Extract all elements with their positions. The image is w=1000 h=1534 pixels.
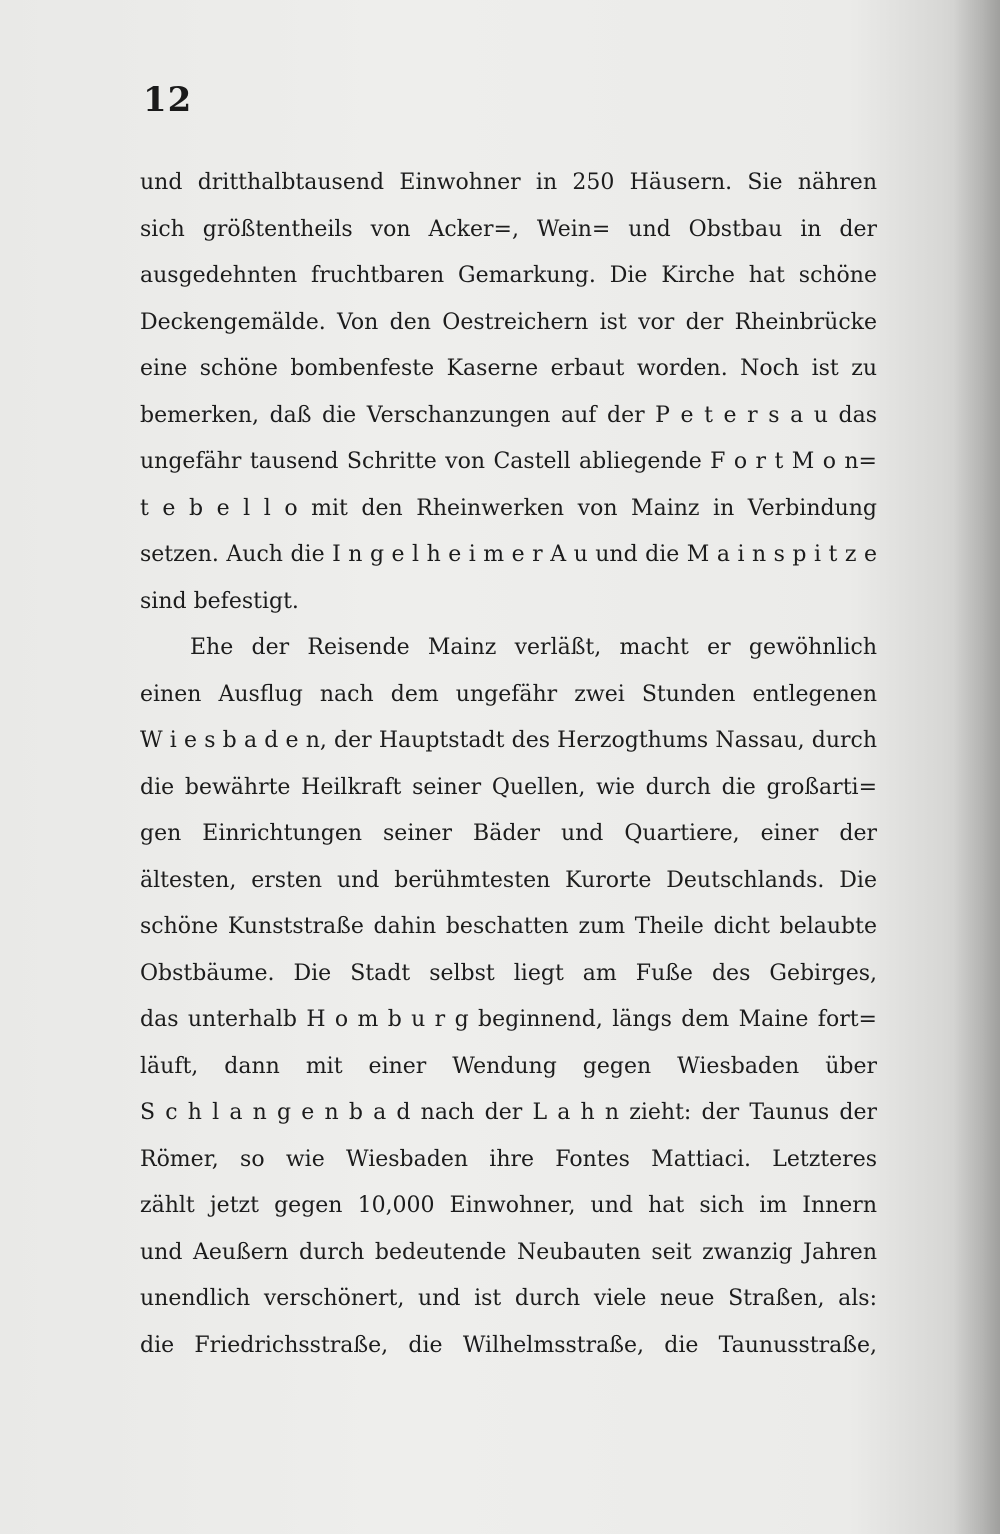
text-line: Obstbäume. Die Stadt selbst liegt am Fuße des Gebirges, [140, 960, 877, 986]
text-line: W i e s b a d e n, der Hauptstadt des Herzogthums Nassau, durch [140, 728, 877, 753]
text-line: t e b e l l o mit den Rheinwerken von Mainz in Verbindung [140, 495, 877, 521]
paragraph-2 [140, 625, 877, 1369]
text-line: ausgedehnten fruchtbaren Gemarkung. Die Kirche hat schöne [140, 263, 877, 288]
body-text [140, 160, 877, 1369]
page-gutter-shadow [954, 0, 1000, 1534]
text-line: sind befestigt. [140, 588, 299, 614]
text-line: S c h l a n g e n b a d nach der L a h n zieht: der Taunus der [140, 1100, 877, 1125]
text-line: einen Ausflug nach dem ungefähr zwei Stunden entlegenen [140, 681, 877, 707]
text-line: zählt jetzt gegen 10,000 Einwohner, und hat sich im Innern [140, 1193, 877, 1218]
text-line: schöne Kunststraße dahin beschatten zum Theile dicht belaubte [140, 914, 877, 939]
text-line: unendlich verschönert, und ist durch viele neue Straßen, als: [140, 1286, 877, 1311]
text-line: Deckengemälde. Von den Oestreichern ist vor der Rheinbrücke [140, 309, 877, 335]
text-line: bemerken, daß die Verschanzungen auf der P e t e r s a u das [140, 402, 877, 428]
text-line: Ehe der Reisende Mainz verläßt, macht er gewöhnlich [190, 635, 877, 660]
text-line: eine schöne bombenfeste Kaserne erbaut worden. Noch ist zu [140, 356, 877, 381]
text-line: und Aeußern durch bedeutende Neubauten seit zwanzig Jahren [140, 1239, 877, 1265]
text-line: setzen. Auch die I n g e l h e i m e r A u und die M a i n s p i t z e [140, 542, 877, 567]
paragraph-1 [140, 160, 877, 625]
text-line: die Friedrichsstraße, die Wilhelmsstraße, die Taunusstraße, [140, 1332, 877, 1358]
text-line: gen Einrichtungen seiner Bäder und Quartiere, einer der [140, 821, 877, 846]
text-line: sich größtentheils von Acker=, Wein= und Obstbau in der [140, 216, 877, 242]
text-line: und dritthalbtausend Einwohner in 250 Häusern. Sie nähren [140, 170, 877, 195]
text-line: die bewährte Heilkraft seiner Quellen, wie durch die großarti= [140, 774, 877, 800]
text-line: das unterhalb H o m b u r g beginnend, längs dem Maine fort= [140, 1007, 877, 1032]
text-line: Römer, so wie Wiesbaden ihre Fontes Mattiaci. Letzteres [140, 1146, 877, 1172]
text-line: ungefähr tausend Schritte von Castell abliegende F o r t M o n= [140, 449, 877, 474]
page-number: 12 [143, 80, 193, 120]
text-line: läuft, dann mit einer Wendung gegen Wiesbaden über [140, 1053, 877, 1079]
text-line: ältesten, ersten und berühmtesten Kurorte Deutschlands. Die [140, 867, 877, 893]
